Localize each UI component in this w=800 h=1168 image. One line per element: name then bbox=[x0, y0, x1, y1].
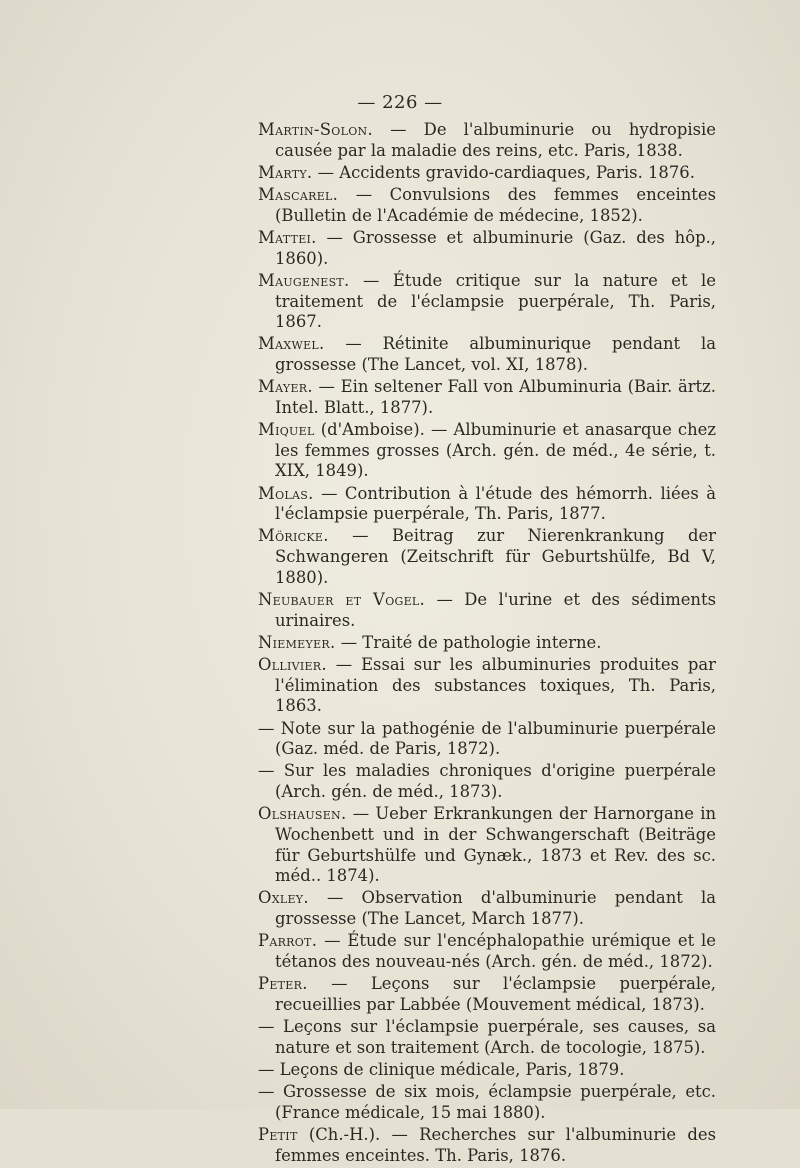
entry-text: — Étude sur l'encéphalopathie urémique et le tétanos des nouveau-nés (Arch. gén. de méd., 1872). bbox=[275, 931, 716, 971]
bibliography-list bbox=[258, 120, 716, 1168]
bibliography-entry bbox=[258, 931, 716, 972]
entry-author: Mattei. bbox=[258, 228, 317, 248]
bibliography-entry bbox=[258, 271, 716, 333]
bibliography-entry bbox=[258, 484, 716, 525]
bibliography-entry bbox=[258, 1125, 716, 1166]
bibliography-entry bbox=[258, 761, 716, 802]
entry-text: — Traité de pathologie interne. bbox=[335, 632, 602, 652]
entry-text: — Observation d'albuminurie pendant la grossesse (The Lancet, March 1877). bbox=[275, 888, 716, 928]
entry-author: Molas. bbox=[258, 483, 314, 503]
bibliography-entry bbox=[258, 185, 716, 226]
entry-text: — De l'albuminurie ou hydropisie causée par la maladie des reins, etc. Paris, 1838. bbox=[275, 120, 716, 160]
entry-text: — Leçons sur l'éclampsie puerpérale, ses causes, sa nature et son traitement (Arch. de tocologie, 1875). bbox=[258, 1017, 716, 1057]
bibliography-entry bbox=[258, 334, 716, 375]
entry-author: Maxwel. bbox=[258, 334, 325, 354]
entry-text: — De l'urine et des sédiments urinaires. bbox=[275, 589, 716, 630]
entry-text: — Note sur la pathogénie de l'albuminurie puerpérale (Gaz. méd. de Paris, 1872). bbox=[258, 718, 716, 759]
entry-text: — Ein seltener Fall von Albuminuria (Bair. ärtz. Intel. Blatt., 1877). bbox=[275, 377, 716, 417]
entry-author: Mayer. bbox=[258, 377, 313, 397]
entry-text: — Leçons de clinique médicale, Paris, 1879. bbox=[258, 1059, 625, 1079]
bibliography-entry bbox=[258, 633, 716, 654]
entry-author: Parrot. bbox=[258, 931, 318, 951]
bibliography-entry bbox=[258, 526, 716, 588]
entry-author: Marty. bbox=[258, 162, 313, 182]
bibliography-entry bbox=[258, 655, 716, 717]
entry-text: — Essai sur les albuminuries produites par l'élimination des substances toxiques, Th. Paris, 1863. bbox=[275, 655, 716, 716]
entry-text: — Grossesse et albuminurie (Gaz. des hôp., 1860). bbox=[275, 228, 716, 268]
bibliography-entry bbox=[258, 163, 716, 184]
entry-author: Neubauer et Vogel. bbox=[258, 589, 426, 609]
bibliography-entry bbox=[258, 420, 716, 482]
bibliography-entry bbox=[258, 888, 716, 929]
entry-text: — Ueber Erkrankungen der Harnorgane in Wochenbett und in der Schwangerschaft (Beiträge für Geburtshülfe und Gynæk., 1873 et Rev. des sc. méd.. 1874). bbox=[275, 804, 716, 886]
entry-author: Martin-Solon. bbox=[258, 120, 373, 139]
entry-text: — Grossesse de six mois, éclampsie puerpérale, etc. (France médicale, 15 mai 1880). bbox=[258, 1082, 716, 1122]
entry-author: Ollivier. bbox=[258, 655, 327, 675]
entry-author: Mascarel. bbox=[258, 185, 339, 205]
bibliography-entry bbox=[258, 719, 716, 760]
page-number: — 226 — bbox=[357, 92, 443, 113]
entry-text: — Rétinite albuminurique pendant la grossesse (The Lancet, vol. XI, 1878). bbox=[275, 334, 716, 374]
entry-text: — Leçons sur l'éclampsie puerpérale, recueillies par Labbée (Mouvement médical, 1873). bbox=[275, 974, 716, 1014]
bibliography-entry bbox=[258, 120, 716, 161]
entry-text: — Sur les maladies chroniques d'origine puerpérale (Arch. gén. de méd., 1873). bbox=[258, 761, 716, 802]
bibliography-entry bbox=[258, 228, 716, 269]
entry-text: — Convulsions des femmes enceintes (Bulletin de l'Académie de médecine, 1852). bbox=[275, 185, 716, 225]
bibliography-entry bbox=[258, 1060, 716, 1081]
entry-author: Maugenest. bbox=[258, 270, 350, 290]
entry-author: Miquel bbox=[258, 420, 315, 440]
bibliography-entry bbox=[258, 1082, 716, 1123]
bibliography-entry bbox=[258, 377, 716, 418]
bibliography-entry bbox=[258, 1017, 716, 1058]
entry-author: Peter. bbox=[258, 974, 308, 994]
entry-text: (Ch.-H.). — Recherches sur l'albuminurie des femmes enceintes. Th. Paris, 1876. bbox=[275, 1125, 716, 1165]
entry-text: — Contribution à l'étude des hémorrh. liées à l'éclampsie puerpérale, Th. Paris, 1877. bbox=[275, 483, 716, 524]
entry-author: Möricke. bbox=[258, 526, 329, 546]
entry-text: (d'Amboise). — Albuminurie et anasarque chez les femmes grosses (Arch. gén. de méd., 4e série, t. XIX, 1849). bbox=[275, 420, 716, 481]
entry-author: Petit bbox=[258, 1125, 298, 1145]
entry-text: — Étude critique sur la nature et le traitement de l'éclampsie puerpérale, Th. Paris, 1867. bbox=[275, 270, 716, 332]
entry-author: Olshausen. bbox=[258, 804, 347, 824]
bibliography-entry bbox=[258, 974, 716, 1015]
entry-text: — Accidents gravido-cardiaques, Paris. 1876. bbox=[312, 162, 695, 182]
bibliography-entry bbox=[258, 804, 716, 886]
entry-text: — Beitrag zur Nierenkrankung der Schwangeren (Zeitschrift für Geburtshülfe, Bd V, 1880). bbox=[275, 526, 716, 587]
bibliography-entry bbox=[258, 590, 716, 631]
entry-author: Oxley. bbox=[258, 888, 309, 908]
entry-author: Niemeyer. bbox=[258, 632, 336, 652]
